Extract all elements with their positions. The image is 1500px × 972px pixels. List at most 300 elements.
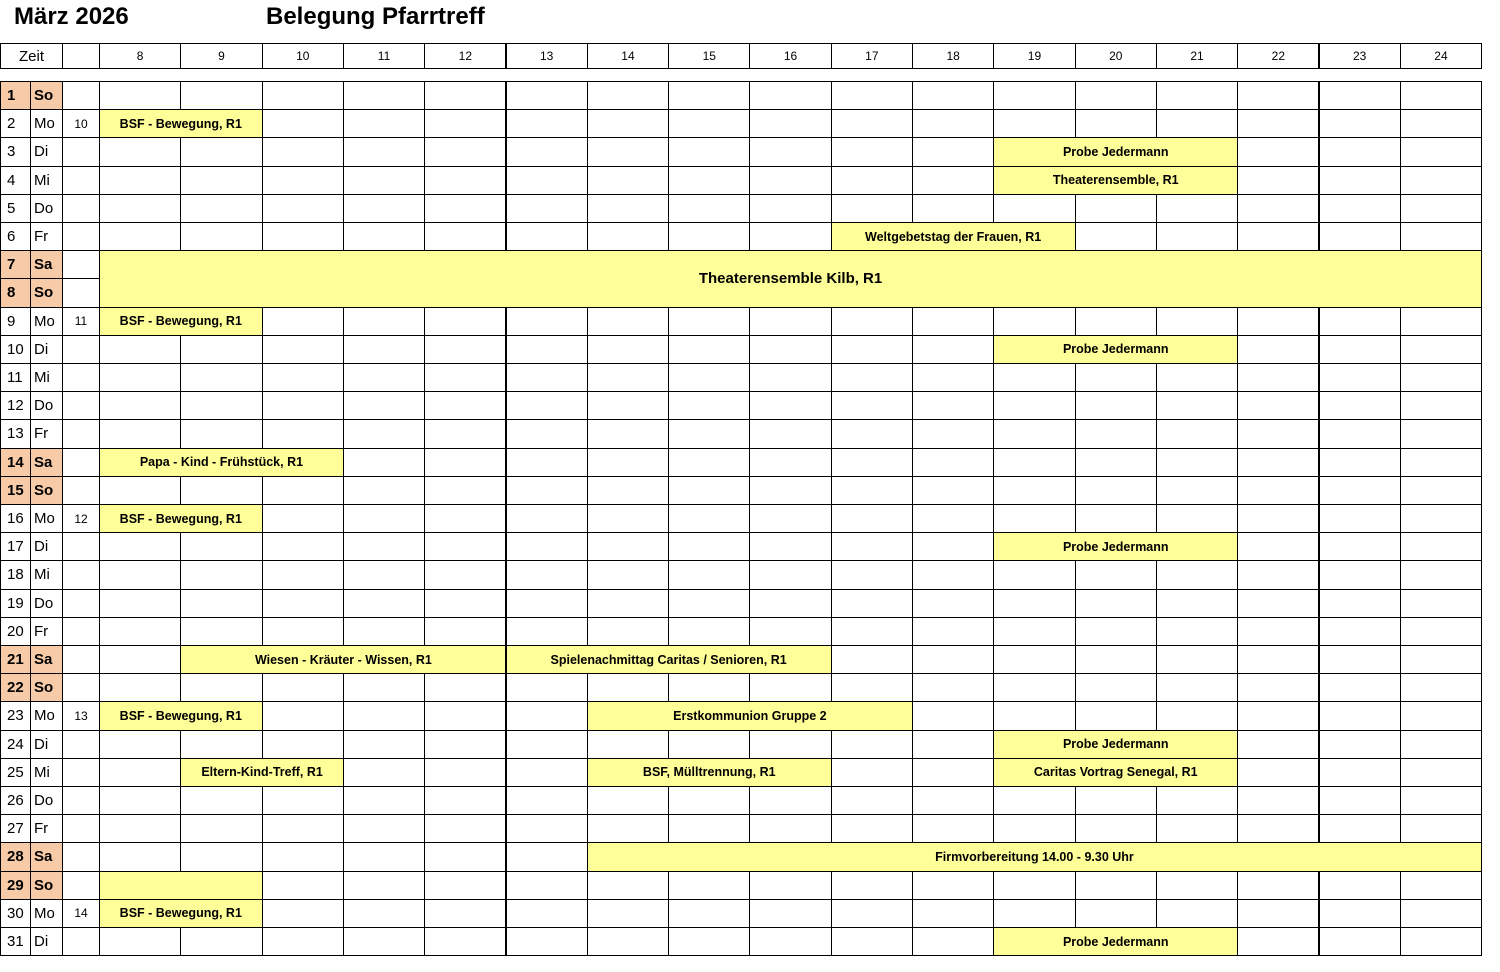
time-slot[interactable] bbox=[180, 673, 262, 702]
time-slot[interactable] bbox=[587, 363, 669, 392]
time-slot[interactable] bbox=[831, 786, 913, 815]
time-slot[interactable] bbox=[912, 786, 994, 815]
time-slot[interactable] bbox=[424, 81, 506, 110]
time-slot[interactable] bbox=[1319, 871, 1401, 900]
time-slot[interactable] bbox=[587, 871, 669, 900]
time-slot[interactable] bbox=[668, 871, 750, 900]
time-slot[interactable] bbox=[343, 137, 425, 166]
time-slot[interactable] bbox=[99, 730, 181, 759]
time-slot[interactable] bbox=[912, 532, 994, 561]
time-slot[interactable] bbox=[1237, 701, 1319, 730]
time-slot[interactable] bbox=[99, 222, 181, 251]
time-slot[interactable] bbox=[262, 927, 344, 956]
time-slot[interactable] bbox=[424, 504, 506, 533]
booking-event[interactable]: Weltgebetstag der Frauen, R1 bbox=[831, 222, 1076, 251]
time-slot[interactable] bbox=[1237, 617, 1319, 646]
time-slot[interactable] bbox=[749, 532, 831, 561]
time-slot[interactable] bbox=[1237, 645, 1319, 674]
time-slot[interactable] bbox=[424, 363, 506, 392]
time-slot[interactable] bbox=[1319, 560, 1401, 589]
time-slot[interactable] bbox=[1319, 81, 1401, 110]
time-slot[interactable] bbox=[180, 419, 262, 448]
time-slot[interactable] bbox=[912, 758, 994, 787]
time-slot[interactable] bbox=[1319, 391, 1401, 420]
time-slot[interactable] bbox=[1400, 871, 1482, 900]
time-slot[interactable] bbox=[1400, 363, 1482, 392]
time-slot[interactable] bbox=[506, 701, 588, 730]
time-slot[interactable] bbox=[831, 532, 913, 561]
time-slot[interactable] bbox=[343, 532, 425, 561]
booking-event[interactable]: BSF - Bewegung, R1 bbox=[99, 899, 263, 928]
time-slot[interactable] bbox=[262, 617, 344, 646]
time-slot[interactable] bbox=[912, 335, 994, 364]
time-slot[interactable] bbox=[1075, 194, 1157, 223]
time-slot[interactable] bbox=[424, 419, 506, 448]
time-slot[interactable] bbox=[749, 222, 831, 251]
time-slot[interactable] bbox=[587, 730, 669, 759]
time-slot[interactable] bbox=[1400, 476, 1482, 505]
time-slot[interactable] bbox=[424, 560, 506, 589]
time-slot[interactable] bbox=[587, 307, 669, 336]
time-slot[interactable] bbox=[912, 419, 994, 448]
time-slot[interactable] bbox=[1237, 532, 1319, 561]
time-slot[interactable] bbox=[180, 194, 262, 223]
booking-event[interactable]: BSF - Bewegung, R1 bbox=[99, 701, 263, 730]
time-slot[interactable] bbox=[831, 730, 913, 759]
time-slot[interactable] bbox=[506, 617, 588, 646]
time-slot[interactable] bbox=[424, 786, 506, 815]
time-slot[interactable] bbox=[831, 560, 913, 589]
time-slot[interactable] bbox=[1319, 758, 1401, 787]
time-slot[interactable] bbox=[343, 448, 425, 477]
time-slot[interactable] bbox=[506, 786, 588, 815]
time-slot[interactable] bbox=[506, 673, 588, 702]
time-slot[interactable] bbox=[1075, 673, 1157, 702]
time-slot[interactable] bbox=[1319, 109, 1401, 138]
time-slot[interactable] bbox=[99, 786, 181, 815]
time-slot[interactable] bbox=[993, 109, 1075, 138]
time-slot[interactable] bbox=[1237, 814, 1319, 843]
time-slot[interactable] bbox=[1400, 166, 1482, 195]
time-slot[interactable] bbox=[668, 786, 750, 815]
time-slot[interactable] bbox=[99, 842, 181, 871]
time-slot[interactable] bbox=[424, 814, 506, 843]
time-slot[interactable] bbox=[262, 730, 344, 759]
time-slot[interactable] bbox=[262, 786, 344, 815]
time-slot[interactable] bbox=[668, 391, 750, 420]
time-slot[interactable] bbox=[1400, 391, 1482, 420]
time-slot[interactable] bbox=[506, 335, 588, 364]
time-slot[interactable] bbox=[668, 307, 750, 336]
time-slot[interactable] bbox=[99, 560, 181, 589]
time-slot[interactable] bbox=[831, 814, 913, 843]
time-slot[interactable] bbox=[424, 391, 506, 420]
time-slot[interactable] bbox=[831, 335, 913, 364]
time-slot[interactable] bbox=[587, 419, 669, 448]
time-slot[interactable] bbox=[1156, 222, 1238, 251]
time-slot[interactable] bbox=[1237, 363, 1319, 392]
time-slot[interactable] bbox=[668, 137, 750, 166]
time-slot[interactable] bbox=[668, 222, 750, 251]
time-slot[interactable] bbox=[749, 617, 831, 646]
time-slot[interactable] bbox=[1075, 476, 1157, 505]
time-slot[interactable] bbox=[831, 617, 913, 646]
time-slot[interactable] bbox=[1400, 448, 1482, 477]
time-slot[interactable] bbox=[912, 814, 994, 843]
time-slot[interactable] bbox=[1237, 81, 1319, 110]
time-slot[interactable] bbox=[506, 927, 588, 956]
time-slot[interactable] bbox=[912, 701, 994, 730]
time-slot[interactable] bbox=[1156, 701, 1238, 730]
time-slot[interactable] bbox=[1075, 645, 1157, 674]
time-slot[interactable] bbox=[262, 335, 344, 364]
time-slot[interactable] bbox=[1400, 560, 1482, 589]
time-slot[interactable] bbox=[262, 589, 344, 618]
time-slot[interactable] bbox=[1319, 166, 1401, 195]
time-slot[interactable] bbox=[749, 673, 831, 702]
time-slot[interactable] bbox=[1400, 730, 1482, 759]
time-slot[interactable] bbox=[1400, 81, 1482, 110]
time-slot[interactable] bbox=[912, 673, 994, 702]
time-slot[interactable] bbox=[99, 927, 181, 956]
time-slot[interactable] bbox=[424, 617, 506, 646]
time-slot[interactable] bbox=[993, 701, 1075, 730]
time-slot[interactable] bbox=[749, 419, 831, 448]
time-slot[interactable] bbox=[1156, 871, 1238, 900]
time-slot[interactable] bbox=[1400, 109, 1482, 138]
time-slot[interactable] bbox=[587, 476, 669, 505]
time-slot[interactable] bbox=[749, 363, 831, 392]
time-slot[interactable] bbox=[343, 109, 425, 138]
time-slot[interactable] bbox=[587, 109, 669, 138]
time-slot[interactable] bbox=[506, 194, 588, 223]
time-slot[interactable] bbox=[1156, 109, 1238, 138]
time-slot[interactable] bbox=[993, 504, 1075, 533]
time-slot[interactable] bbox=[506, 899, 588, 928]
time-slot[interactable] bbox=[1319, 476, 1401, 505]
time-slot[interactable] bbox=[587, 166, 669, 195]
time-slot[interactable] bbox=[262, 701, 344, 730]
time-slot[interactable] bbox=[831, 307, 913, 336]
time-slot[interactable] bbox=[424, 335, 506, 364]
time-slot[interactable] bbox=[912, 927, 994, 956]
time-slot[interactable] bbox=[180, 532, 262, 561]
booking-event[interactable]: Spielenachmittag Caritas / Senioren, R1 bbox=[506, 645, 832, 674]
time-slot[interactable] bbox=[993, 814, 1075, 843]
time-slot[interactable] bbox=[993, 476, 1075, 505]
time-slot[interactable] bbox=[343, 194, 425, 223]
time-slot[interactable] bbox=[506, 137, 588, 166]
time-slot[interactable] bbox=[262, 166, 344, 195]
time-slot[interactable] bbox=[749, 391, 831, 420]
time-slot[interactable] bbox=[1400, 137, 1482, 166]
time-slot[interactable] bbox=[1400, 532, 1482, 561]
time-slot[interactable] bbox=[831, 758, 913, 787]
time-slot[interactable] bbox=[1400, 589, 1482, 618]
time-slot[interactable] bbox=[1075, 504, 1157, 533]
time-slot[interactable] bbox=[749, 194, 831, 223]
time-slot[interactable] bbox=[424, 673, 506, 702]
time-slot[interactable] bbox=[1237, 419, 1319, 448]
time-slot[interactable] bbox=[1319, 673, 1401, 702]
time-slot[interactable] bbox=[1400, 899, 1482, 928]
time-slot[interactable] bbox=[1400, 927, 1482, 956]
time-slot[interactable] bbox=[993, 448, 1075, 477]
time-slot[interactable] bbox=[1237, 758, 1319, 787]
time-slot[interactable] bbox=[912, 617, 994, 646]
time-slot[interactable] bbox=[831, 137, 913, 166]
booking-event[interactable]: BSF, Mülltrennung, R1 bbox=[587, 758, 832, 787]
time-slot[interactable] bbox=[1156, 673, 1238, 702]
time-slot[interactable] bbox=[262, 222, 344, 251]
time-slot[interactable] bbox=[831, 589, 913, 618]
time-slot[interactable] bbox=[343, 758, 425, 787]
time-slot[interactable] bbox=[912, 448, 994, 477]
time-slot[interactable] bbox=[99, 673, 181, 702]
time-slot[interactable] bbox=[424, 532, 506, 561]
time-slot[interactable] bbox=[587, 814, 669, 843]
time-slot[interactable] bbox=[993, 589, 1075, 618]
time-slot[interactable] bbox=[1075, 617, 1157, 646]
time-slot[interactable] bbox=[587, 786, 669, 815]
time-slot[interactable] bbox=[424, 899, 506, 928]
time-slot[interactable] bbox=[506, 166, 588, 195]
time-slot[interactable] bbox=[912, 109, 994, 138]
time-slot[interactable] bbox=[262, 560, 344, 589]
time-slot[interactable] bbox=[1319, 419, 1401, 448]
time-slot[interactable] bbox=[1319, 814, 1401, 843]
time-slot[interactable] bbox=[506, 476, 588, 505]
time-slot[interactable] bbox=[506, 448, 588, 477]
time-slot[interactable] bbox=[1156, 419, 1238, 448]
time-slot[interactable] bbox=[1156, 363, 1238, 392]
time-slot[interactable] bbox=[1156, 899, 1238, 928]
time-slot[interactable] bbox=[424, 589, 506, 618]
time-slot[interactable] bbox=[831, 476, 913, 505]
time-slot[interactable] bbox=[343, 899, 425, 928]
time-slot[interactable] bbox=[668, 448, 750, 477]
time-slot[interactable] bbox=[668, 363, 750, 392]
time-slot[interactable] bbox=[1319, 137, 1401, 166]
time-slot[interactable] bbox=[912, 307, 994, 336]
time-slot[interactable] bbox=[99, 814, 181, 843]
booking-event[interactable]: Probe Jedermann bbox=[993, 532, 1238, 561]
time-slot[interactable] bbox=[912, 81, 994, 110]
time-slot[interactable] bbox=[1156, 645, 1238, 674]
time-slot[interactable] bbox=[831, 166, 913, 195]
time-slot[interactable] bbox=[262, 137, 344, 166]
time-slot[interactable] bbox=[1237, 899, 1319, 928]
time-slot[interactable] bbox=[1400, 617, 1482, 646]
time-slot[interactable] bbox=[1319, 701, 1401, 730]
time-slot[interactable] bbox=[343, 589, 425, 618]
booking-event[interactable]: Probe Jedermann bbox=[993, 137, 1238, 166]
time-slot[interactable] bbox=[1400, 673, 1482, 702]
time-slot[interactable] bbox=[506, 363, 588, 392]
time-slot[interactable] bbox=[1319, 617, 1401, 646]
time-slot[interactable] bbox=[1237, 194, 1319, 223]
time-slot[interactable] bbox=[668, 673, 750, 702]
time-slot[interactable] bbox=[506, 814, 588, 843]
time-slot[interactable] bbox=[262, 899, 344, 928]
time-slot[interactable] bbox=[1319, 927, 1401, 956]
time-slot[interactable] bbox=[424, 448, 506, 477]
time-slot[interactable] bbox=[1156, 786, 1238, 815]
time-slot[interactable] bbox=[831, 645, 913, 674]
time-slot[interactable] bbox=[343, 730, 425, 759]
time-slot[interactable] bbox=[343, 166, 425, 195]
time-slot[interactable] bbox=[99, 166, 181, 195]
time-slot[interactable] bbox=[831, 194, 913, 223]
time-slot[interactable] bbox=[993, 786, 1075, 815]
time-slot[interactable] bbox=[749, 871, 831, 900]
time-slot[interactable] bbox=[1075, 589, 1157, 618]
time-slot[interactable] bbox=[749, 137, 831, 166]
time-slot[interactable] bbox=[1319, 730, 1401, 759]
time-slot[interactable] bbox=[993, 81, 1075, 110]
time-slot[interactable] bbox=[1400, 419, 1482, 448]
time-slot[interactable] bbox=[1237, 560, 1319, 589]
time-slot[interactable] bbox=[1156, 307, 1238, 336]
booking-event[interactable]: Papa - Kind - Frühstück, R1 bbox=[99, 448, 344, 477]
time-slot[interactable] bbox=[180, 222, 262, 251]
time-slot[interactable] bbox=[912, 899, 994, 928]
time-slot[interactable] bbox=[343, 673, 425, 702]
time-slot[interactable] bbox=[587, 448, 669, 477]
booking-event[interactable]: BSF - Bewegung, R1 bbox=[99, 109, 263, 138]
time-slot[interactable] bbox=[180, 363, 262, 392]
time-slot[interactable] bbox=[99, 758, 181, 787]
booking-event[interactable]: Probe Jedermann bbox=[993, 335, 1238, 364]
time-slot[interactable] bbox=[1237, 448, 1319, 477]
time-slot[interactable] bbox=[1156, 476, 1238, 505]
time-slot[interactable] bbox=[749, 335, 831, 364]
time-slot[interactable] bbox=[1237, 504, 1319, 533]
time-slot[interactable] bbox=[668, 81, 750, 110]
time-slot[interactable] bbox=[1237, 137, 1319, 166]
time-slot[interactable] bbox=[668, 927, 750, 956]
time-slot[interactable] bbox=[912, 645, 994, 674]
time-slot[interactable] bbox=[749, 927, 831, 956]
time-slot[interactable] bbox=[1075, 363, 1157, 392]
time-slot[interactable] bbox=[668, 194, 750, 223]
time-slot[interactable] bbox=[749, 448, 831, 477]
time-slot[interactable] bbox=[831, 81, 913, 110]
time-slot[interactable] bbox=[1319, 589, 1401, 618]
time-slot[interactable] bbox=[993, 194, 1075, 223]
time-slot[interactable] bbox=[424, 222, 506, 251]
time-slot[interactable] bbox=[1400, 335, 1482, 364]
time-slot[interactable] bbox=[749, 589, 831, 618]
time-slot[interactable] bbox=[506, 758, 588, 787]
time-slot[interactable] bbox=[1156, 589, 1238, 618]
time-slot[interactable] bbox=[668, 899, 750, 928]
time-slot[interactable] bbox=[668, 617, 750, 646]
time-slot[interactable] bbox=[749, 560, 831, 589]
time-slot[interactable] bbox=[262, 363, 344, 392]
time-slot[interactable] bbox=[506, 532, 588, 561]
time-slot[interactable] bbox=[1156, 814, 1238, 843]
time-slot[interactable] bbox=[587, 194, 669, 223]
time-slot[interactable] bbox=[831, 899, 913, 928]
time-slot[interactable] bbox=[1237, 476, 1319, 505]
time-slot[interactable] bbox=[912, 504, 994, 533]
time-slot[interactable] bbox=[262, 814, 344, 843]
time-slot[interactable] bbox=[993, 645, 1075, 674]
time-slot[interactable] bbox=[262, 194, 344, 223]
time-slot[interactable] bbox=[668, 730, 750, 759]
time-slot[interactable] bbox=[1319, 222, 1401, 251]
time-slot[interactable] bbox=[993, 899, 1075, 928]
time-slot[interactable] bbox=[343, 814, 425, 843]
time-slot[interactable] bbox=[262, 391, 344, 420]
time-slot[interactable] bbox=[668, 504, 750, 533]
time-slot[interactable] bbox=[587, 391, 669, 420]
time-slot[interactable] bbox=[343, 476, 425, 505]
time-slot[interactable] bbox=[587, 335, 669, 364]
time-slot[interactable] bbox=[180, 786, 262, 815]
time-slot[interactable] bbox=[587, 222, 669, 251]
time-slot[interactable] bbox=[912, 476, 994, 505]
booking-event[interactable]: Caritas Vortrag Senegal, R1 bbox=[993, 758, 1238, 787]
time-slot[interactable] bbox=[343, 617, 425, 646]
time-slot[interactable] bbox=[424, 758, 506, 787]
time-slot[interactable] bbox=[99, 532, 181, 561]
time-slot[interactable] bbox=[1075, 222, 1157, 251]
time-slot[interactable] bbox=[262, 419, 344, 448]
time-slot[interactable] bbox=[668, 419, 750, 448]
time-slot[interactable] bbox=[506, 222, 588, 251]
time-slot[interactable] bbox=[506, 560, 588, 589]
time-slot[interactable] bbox=[262, 307, 344, 336]
time-slot[interactable] bbox=[1237, 307, 1319, 336]
time-slot[interactable] bbox=[343, 560, 425, 589]
time-slot[interactable] bbox=[749, 166, 831, 195]
time-slot[interactable] bbox=[587, 617, 669, 646]
time-slot[interactable] bbox=[1075, 419, 1157, 448]
time-slot[interactable] bbox=[1400, 645, 1482, 674]
time-slot[interactable] bbox=[506, 81, 588, 110]
time-slot[interactable] bbox=[343, 419, 425, 448]
time-slot[interactable] bbox=[99, 194, 181, 223]
time-slot[interactable] bbox=[1319, 899, 1401, 928]
time-slot[interactable] bbox=[1075, 109, 1157, 138]
time-slot[interactable] bbox=[749, 307, 831, 336]
time-slot[interactable] bbox=[668, 532, 750, 561]
time-slot[interactable] bbox=[831, 927, 913, 956]
time-slot[interactable] bbox=[668, 335, 750, 364]
time-slot[interactable] bbox=[424, 476, 506, 505]
time-slot[interactable] bbox=[424, 194, 506, 223]
time-slot[interactable] bbox=[831, 391, 913, 420]
time-slot[interactable] bbox=[343, 307, 425, 336]
time-slot[interactable] bbox=[993, 307, 1075, 336]
time-slot[interactable] bbox=[262, 504, 344, 533]
time-slot[interactable] bbox=[587, 673, 669, 702]
time-slot[interactable] bbox=[1075, 81, 1157, 110]
time-slot[interactable] bbox=[1237, 335, 1319, 364]
time-slot[interactable] bbox=[912, 137, 994, 166]
time-slot[interactable] bbox=[668, 166, 750, 195]
time-slot[interactable] bbox=[506, 504, 588, 533]
time-slot[interactable] bbox=[180, 137, 262, 166]
time-slot[interactable] bbox=[99, 476, 181, 505]
time-slot[interactable] bbox=[1075, 307, 1157, 336]
time-slot[interactable] bbox=[424, 137, 506, 166]
time-slot[interactable] bbox=[587, 137, 669, 166]
time-slot[interactable] bbox=[1075, 786, 1157, 815]
booking-event[interactable]: Eltern-Kind-Treff, R1 bbox=[180, 758, 344, 787]
